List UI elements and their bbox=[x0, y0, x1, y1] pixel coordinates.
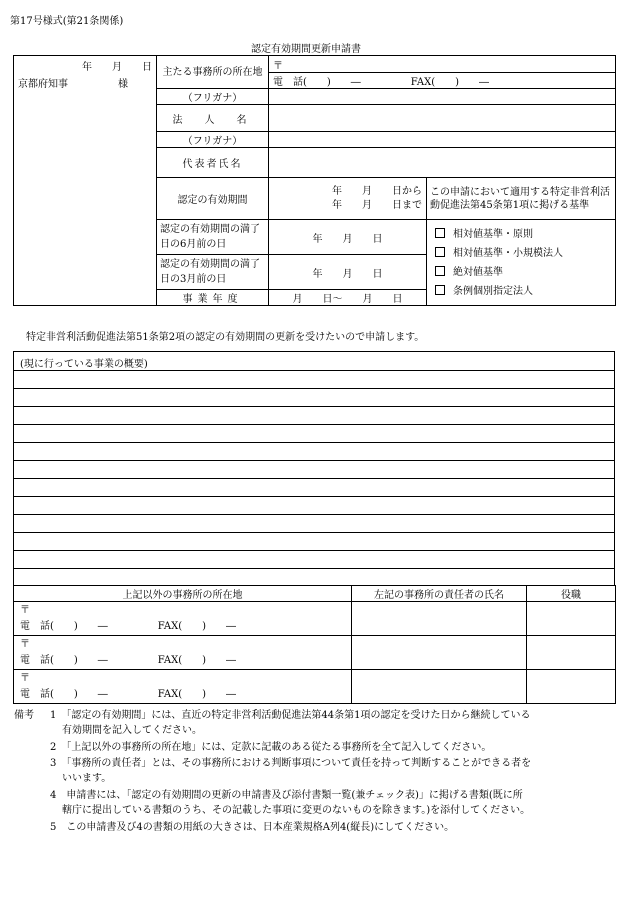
fiscal-year-field[interactable]: 月 日〜 月 日 bbox=[269, 290, 427, 306]
standards-list bbox=[427, 220, 616, 306]
main-office-tel-fax[interactable]: 電 話( ) ― FAX( ) ― bbox=[269, 73, 616, 89]
responsible-name-field[interactable] bbox=[352, 670, 527, 704]
six-month-date-field[interactable]: 年 月 日 bbox=[269, 220, 427, 255]
note-line: 有効期間を記入してください。 bbox=[62, 725, 202, 736]
standard-header: この申請において適用する特定非営利活動促進法第45条第1項に掲げる基準 bbox=[427, 178, 616, 220]
activities-label: (現に行っている事業の概要) bbox=[20, 359, 148, 370]
ruled-line bbox=[14, 442, 614, 443]
page-title: 認定有効期間更新申請書 bbox=[251, 44, 361, 55]
furigana-label-corp: （フリガナ） bbox=[157, 89, 269, 105]
main-office-label: 主たる事務所の所在地 bbox=[157, 56, 269, 89]
ruled-line bbox=[14, 424, 614, 425]
three-month-date-field[interactable]: 年 月 日 bbox=[269, 255, 427, 290]
standard-option-3[interactable]: 絶対値基準 bbox=[435, 263, 607, 282]
application-statement: 特定非営利活動促進法第51条第2項の認定の有効期間の更新を受けたいので申請します。 bbox=[26, 332, 425, 343]
office-row bbox=[14, 636, 616, 670]
postal-field[interactable]: 〒 bbox=[269, 56, 616, 73]
position-field[interactable] bbox=[527, 670, 616, 704]
note-line: 3 「事務所の責任者」とは、その事務所における判断事項について責任を持って判断することができる者を bbox=[50, 758, 532, 769]
validity-label: 認定の有効期間 bbox=[157, 178, 269, 220]
validity-from: 年 月 日から bbox=[332, 185, 422, 197]
ruled-line bbox=[14, 568, 614, 569]
office-address-field[interactable]: 〒 電 話( ) ― FAX( ) ― bbox=[14, 602, 352, 636]
responsible-name-field[interactable] bbox=[352, 602, 527, 636]
ruled-line bbox=[14, 460, 614, 461]
standard-option-4[interactable]: 条例個別指定法人 bbox=[435, 282, 607, 301]
furigana-corp-field[interactable] bbox=[269, 89, 616, 105]
ruled-line bbox=[14, 370, 614, 371]
rep-name-field[interactable] bbox=[269, 148, 616, 178]
ruled-line bbox=[14, 478, 614, 479]
corp-name-field[interactable] bbox=[269, 105, 616, 132]
office-address-field[interactable]: 〒 電 話( ) ― FAX( ) ― bbox=[14, 670, 352, 704]
office-address-field[interactable]: 〒 電 話( ) ― FAX( ) ― bbox=[14, 636, 352, 670]
note-line: 1 「認定の有効期間」には、直近の特定非営利活動促進法第44条第1項の認定を受けた日から継続している bbox=[50, 710, 531, 721]
rep-name-label: 代表者氏名 bbox=[157, 148, 269, 178]
position-field[interactable] bbox=[527, 636, 616, 670]
form-number: 第17号様式(第21条関係) bbox=[10, 16, 124, 27]
checkbox-icon bbox=[435, 247, 445, 257]
corp-name-label: 法 人 名 bbox=[157, 105, 269, 132]
position-header: 役職 bbox=[527, 586, 616, 602]
fiscal-year-label: 事業年度 bbox=[157, 290, 269, 306]
other-offices-table bbox=[13, 585, 616, 704]
ruled-line bbox=[14, 388, 614, 389]
position-field[interactable] bbox=[527, 602, 616, 636]
checkbox-icon bbox=[435, 228, 445, 238]
office-row bbox=[14, 670, 616, 704]
application-table bbox=[13, 55, 616, 306]
notes-label: 備考 bbox=[14, 710, 34, 721]
furigana-rep-field[interactable] bbox=[269, 132, 616, 148]
ruled-line bbox=[14, 496, 614, 497]
standard-option-2[interactable]: 相対値基準・小規模法人 bbox=[435, 244, 607, 263]
applicant-cell bbox=[14, 56, 157, 255]
note-line: いいます。 bbox=[62, 773, 112, 784]
application-date[interactable]: 年 月 日 bbox=[82, 62, 152, 73]
six-month-label: 認定の有効期間の満了日の6月前の日 bbox=[157, 220, 269, 255]
furigana-label-rep: （フリガナ） bbox=[157, 132, 269, 148]
other-offices-header: 上記以外の事務所の所在地 bbox=[14, 586, 352, 602]
ruled-line bbox=[14, 514, 614, 515]
responsible-header: 左記の事務所の責任者の氏名 bbox=[352, 586, 527, 602]
validity-to: 年 月 日まで bbox=[332, 199, 422, 211]
three-month-label: 認定の有効期間の満了日の3月前の日 bbox=[157, 255, 269, 290]
checkbox-icon bbox=[435, 266, 445, 276]
standard-option-1[interactable]: 相対値基準・原則 bbox=[435, 225, 607, 244]
note-line: 2 「上記以外の事務所の所在地」には、定款に記載のある従たる事務所を全て記入してください。 bbox=[50, 742, 492, 753]
note-line: 轄庁に提出している書類のうち、その記載した事項に変更のないものを除きます。)を添付してください。 bbox=[62, 805, 531, 816]
office-row bbox=[14, 602, 616, 636]
ruled-line bbox=[14, 532, 614, 533]
addressee: 京都府知事 様 bbox=[18, 79, 128, 90]
validity-period-field[interactable] bbox=[269, 178, 427, 220]
activities-box[interactable] bbox=[13, 351, 615, 586]
note-line: 5 この申請書及び4の書類の用紙の大きさは、日本産業規格A列4(縦長)にしてください。 bbox=[50, 822, 455, 833]
responsible-name-field[interactable] bbox=[352, 636, 527, 670]
checkbox-icon bbox=[435, 285, 445, 295]
ruled-line bbox=[14, 406, 614, 407]
note-line: 4 申請書には、「認定の有効期間の更新の申請書及び添付書類一覧(兼チェック表)」に掲げる書類(既に所 bbox=[50, 790, 523, 801]
ruled-line bbox=[14, 550, 614, 551]
